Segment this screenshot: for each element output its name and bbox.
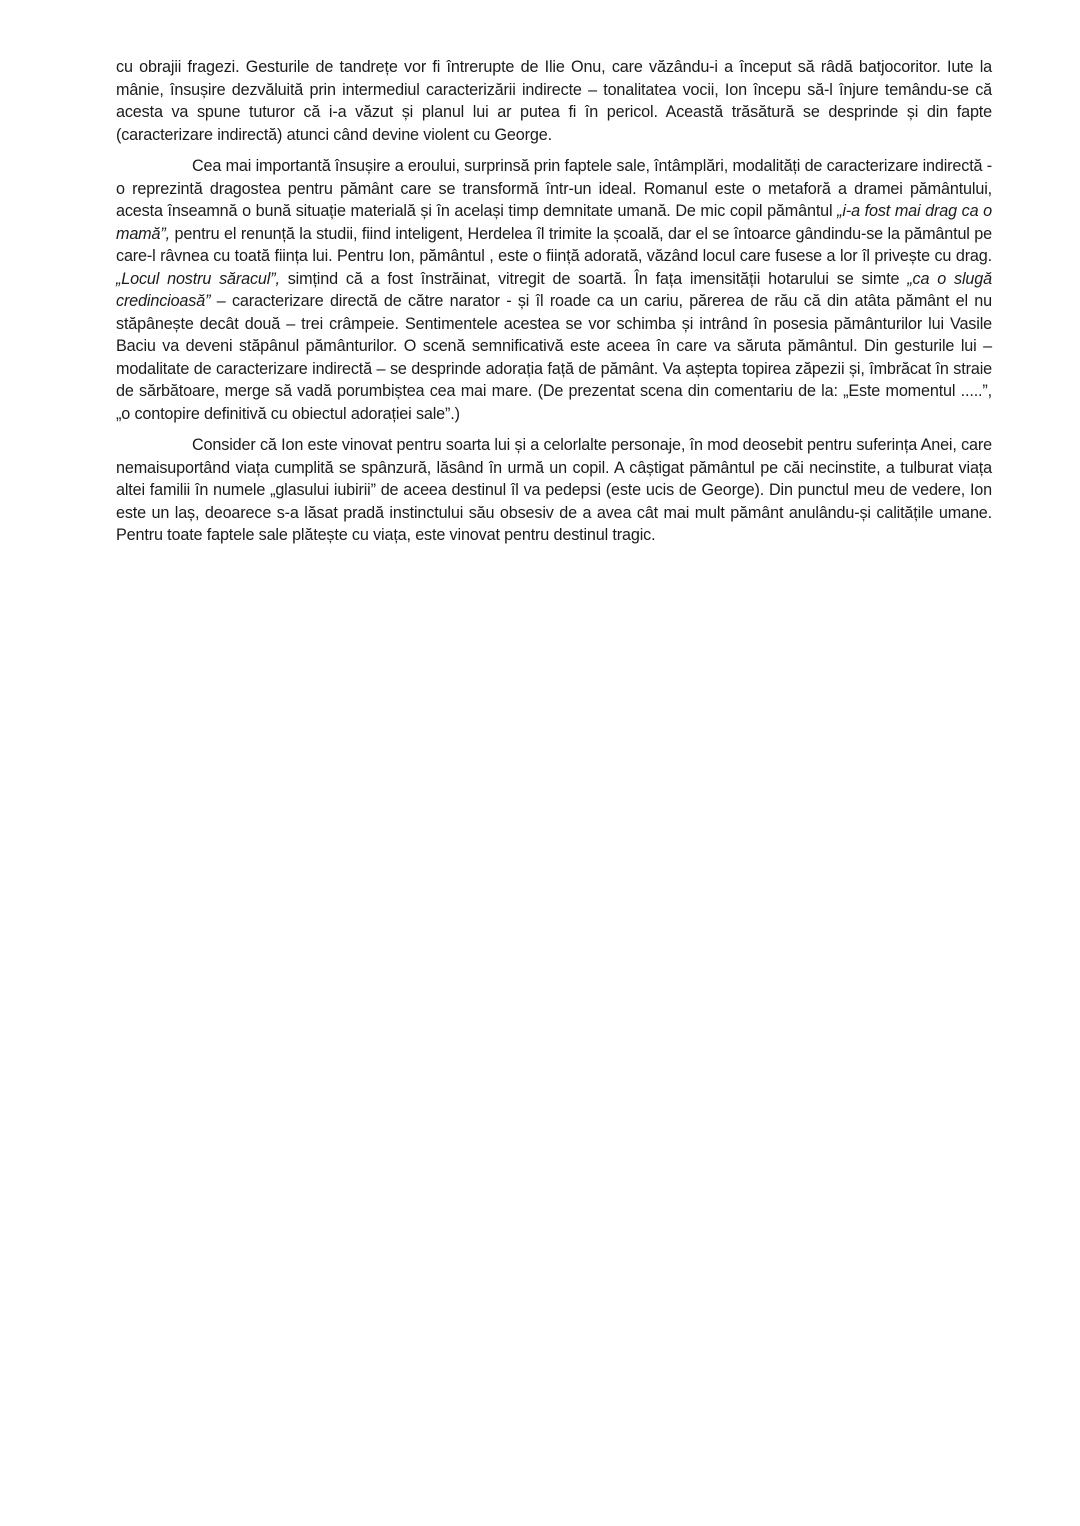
paragraph-2-text-c: simțind că a fost înstrăinat, vitregit de soartă. În fața imensității hotarului se simte <box>279 269 908 288</box>
paragraph-1-text: cu obrajii fragezi. Gesturile de tandrețe vor fi întrerupte de Ilie Onu, care văzându-i a început să râdă batjocoritor. Iute la mânie, însușire dezvăluită prin intermediul caracterizării indirecte – tonalitatea vocii, Ion începu să-l înjure temându-se că acesta va spune tuturor că i-a văzut și planul lui ar putea fi în pericol. Această trăsătură se desprinde și din fapte (caracterizare indirectă) atunci când devine violent cu George. <box>116 58 992 144</box>
paragraph-2-text-d: – caracterizare directă de către narator - și îl roade ca un cariu, părerea de rău că din atâta pământ el nu stăpânește decât două – trei crâmpeie. Sentimentele acestea se vor schimba și intrând în posesia pământurilor lui Vasile Baciu va deveni stăpânul pământurilor. O scenă semnificativă este aceea în care va săruta pământul. Din gesturile lui – modalitate de caracterizare indirectă – se desprinde adorația față de pământ. Va aștepta topirea zăpezii și, îmbrăcat în straie de sărbătoare, merge să vadă porumbiștea cea mai mare. (De prezentat scena din comentariu de la: „Este momentul .....”, „o contopire definitivă cu obiectul adorației sale”.) <box>116 292 992 423</box>
paragraph-2-text-b: pentru el renunță la studii, fiind inteligent, Herdelea îl trimite la școală, dar el se întoarce gândindu-se la pământul pe care-l râvnea cu toată ființa lui. Pentru Ion, pământul , este o ființă adorată, văzând locul care fusese a lor îl privește cu drag. <box>116 224 992 265</box>
document-page <box>116 56 992 547</box>
paragraph-3-text: Consider că Ion este vinovat pentru soarta lui și a celorlalte personaje, în mod deosebit pentru suferința Anei, care nemaisuportând viața cumplită se spânzură, lăsând în urmă un copil. A câștigat pământul pe căi necinstite, a tulburat viața altei familii în numele „glasului iubirii” de aceea destinul îl va pedepsi (este ucis de George). Din punctul meu de vedere, Ion este un laș, deoarece s-a lăsat pradă instinctului său obsesiv de a avea cât mai mult pământ anulându-și calitățile umane. Pentru toate faptele sale plătește cu viața, este vinovat pentru destinul tragic. <box>116 436 992 544</box>
quote-mai-drag-ca-o-mama: „i-a fost mai drag ca o mamă”, <box>116 202 992 243</box>
paragraph-1 <box>116 56 992 146</box>
quote-sluga-credincioasa: „ca o slugă credincioasă” <box>116 269 992 310</box>
paragraph-2 <box>116 155 992 425</box>
paragraph-2-text-a: Cea mai importantă însușire a eroului, surprinsă prin faptele sale, întâmplări, modalități de caracterizare indirectă - o reprezintă dragostea pentru pământ care se transformă într-un ideal. Romanul este o metaforă a dramei pământului, acesta înseamnă o bună situație materială și în același timp demnitate umană. De mic copil pământul <box>116 157 992 220</box>
quote-locul-nostru-saracul: „Locul nostru săracul”, <box>116 269 280 288</box>
paragraph-3 <box>116 434 992 547</box>
